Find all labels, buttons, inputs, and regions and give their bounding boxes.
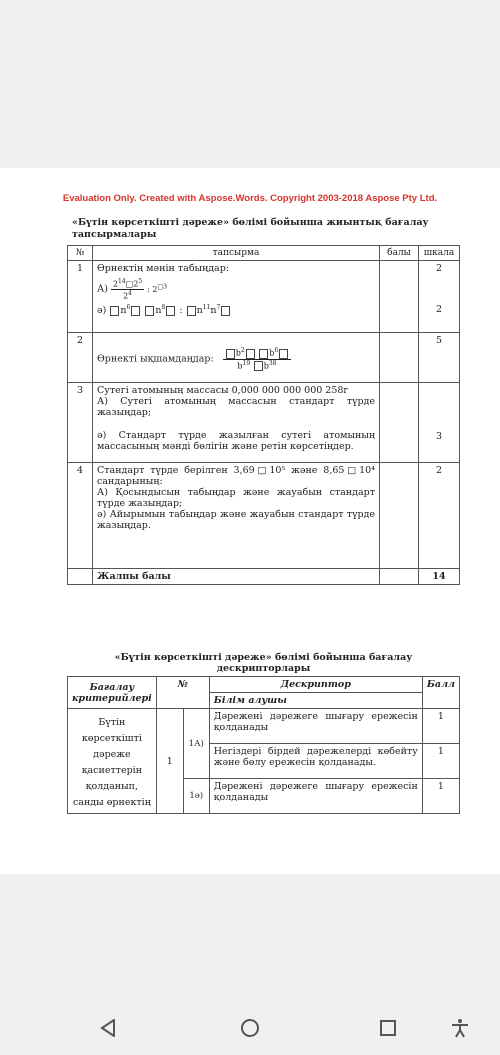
table-row [68, 261, 460, 333]
table-header-row [68, 246, 460, 261]
row-task [93, 333, 380, 383]
header-points: балы [380, 246, 419, 261]
task-part-b: ә) $n^6$ $n^8$ : $n^{11}n^7$ [97, 304, 375, 316]
row-no: 3 [68, 383, 93, 463]
row-no: 2 [68, 333, 93, 383]
header-no: № [156, 677, 209, 709]
system-nav-bar [0, 1000, 500, 1055]
total-row [68, 569, 460, 585]
header-sub: Білім алушы [209, 693, 422, 709]
row-scale: 2 [419, 463, 460, 569]
row-no: 1 [68, 261, 93, 333]
item-text: Дәрежені дәрежеге шығару ережесін қолданады [209, 779, 422, 814]
home-icon[interactable] [238, 1016, 262, 1040]
row-task [93, 261, 380, 333]
item-points: 1 [422, 744, 459, 779]
header-criteria: Бағалау критерийлері [68, 677, 157, 709]
item-label: 1А) [183, 709, 209, 779]
section1-title: «Бүтін көрсеткішті дәреже» бөлімі бойынша жиынтық бағалау тапсырмалары [72, 217, 429, 240]
row-scale: 2 2 [419, 261, 460, 333]
descriptors-table [67, 676, 460, 814]
row-no: 4 [68, 463, 93, 569]
item-text: Дәрежені дәрежеге шығару ережесін қолданады [209, 709, 422, 744]
header-scale: шкала [419, 246, 460, 261]
header-descriptor: Дескриптор [209, 677, 422, 693]
table-row [68, 709, 460, 744]
item-points: 1 [422, 709, 459, 744]
tasks-table [67, 245, 460, 585]
fraction-expression: $\frac{2^{14}□2^5}{2^4}$ [112, 278, 143, 301]
row-scale: 3 [419, 383, 460, 463]
row-task: Стандарт түрде берілген 3,69□10⁵ және 8,65□10⁴ сандарының: А) Қосындысын табыңдар және жауабын стандарт түрде жазыңдар; ә) Айырымын табыңдар және жауабын стандарт түрде жазыңдар. [93, 463, 380, 569]
back-icon[interactable] [96, 1016, 120, 1040]
task-part-a: А) $\frac{2^{14}□2^5}{2^4}$ : $2^{□3}$ [97, 278, 168, 301]
item-label: 1ә) [183, 779, 209, 814]
item-points: 1 [422, 779, 459, 814]
section2-title: «Бүтін көрсеткішті дәреже» бөлімі бойынша бағалау дескрипторлары [114, 652, 413, 674]
header-no: № [68, 246, 93, 261]
task-text: Өрнекті ықшамдаңдар: [97, 353, 214, 365]
total-label: Жалпы балы [93, 569, 380, 585]
row-no: 1 [156, 709, 183, 814]
part-label: А) [97, 283, 108, 295]
row-task: Сутегі атомының массасы 0,000 000 000 000 258г А) Сутегі атомының массасын стандарт түрде жазыңдар; ә) Стандарт түрде жазылған сутегі атомының массасының мәнді бөлігін және ретін көрсетіңдер. [93, 383, 380, 463]
header-task: тапсырма [93, 246, 380, 261]
table-header-row [68, 677, 460, 693]
row-scale: 5 [419, 333, 460, 383]
table-row [68, 463, 460, 569]
watermark: Evaluation Only. Created with Aspose.Words. Copyright 2003-2018 Aspose Pty Ltd. [62, 193, 438, 204]
task-text: Өрнектің мәнін табыңдар: [97, 263, 229, 274]
part-label: ә) [97, 305, 107, 317]
table-row [68, 333, 460, 383]
item-text: Негіздері бірдей дәрежелерді көбейту және бөлу ережесін қолданады. [209, 744, 422, 779]
table-row [68, 383, 460, 463]
total-value: 14 [419, 569, 460, 585]
header-points: Балл [422, 677, 459, 709]
fraction-expression: $\frac{b^2 b^6}{b^{19} b^{38}}$ [223, 347, 291, 371]
criteria-text: Бүтін көрсеткішті дәреже қасиеттерін қолданып, санды өрнектің [68, 709, 157, 814]
accessibility-icon[interactable] [448, 1016, 472, 1040]
recents-icon[interactable] [376, 1016, 400, 1040]
